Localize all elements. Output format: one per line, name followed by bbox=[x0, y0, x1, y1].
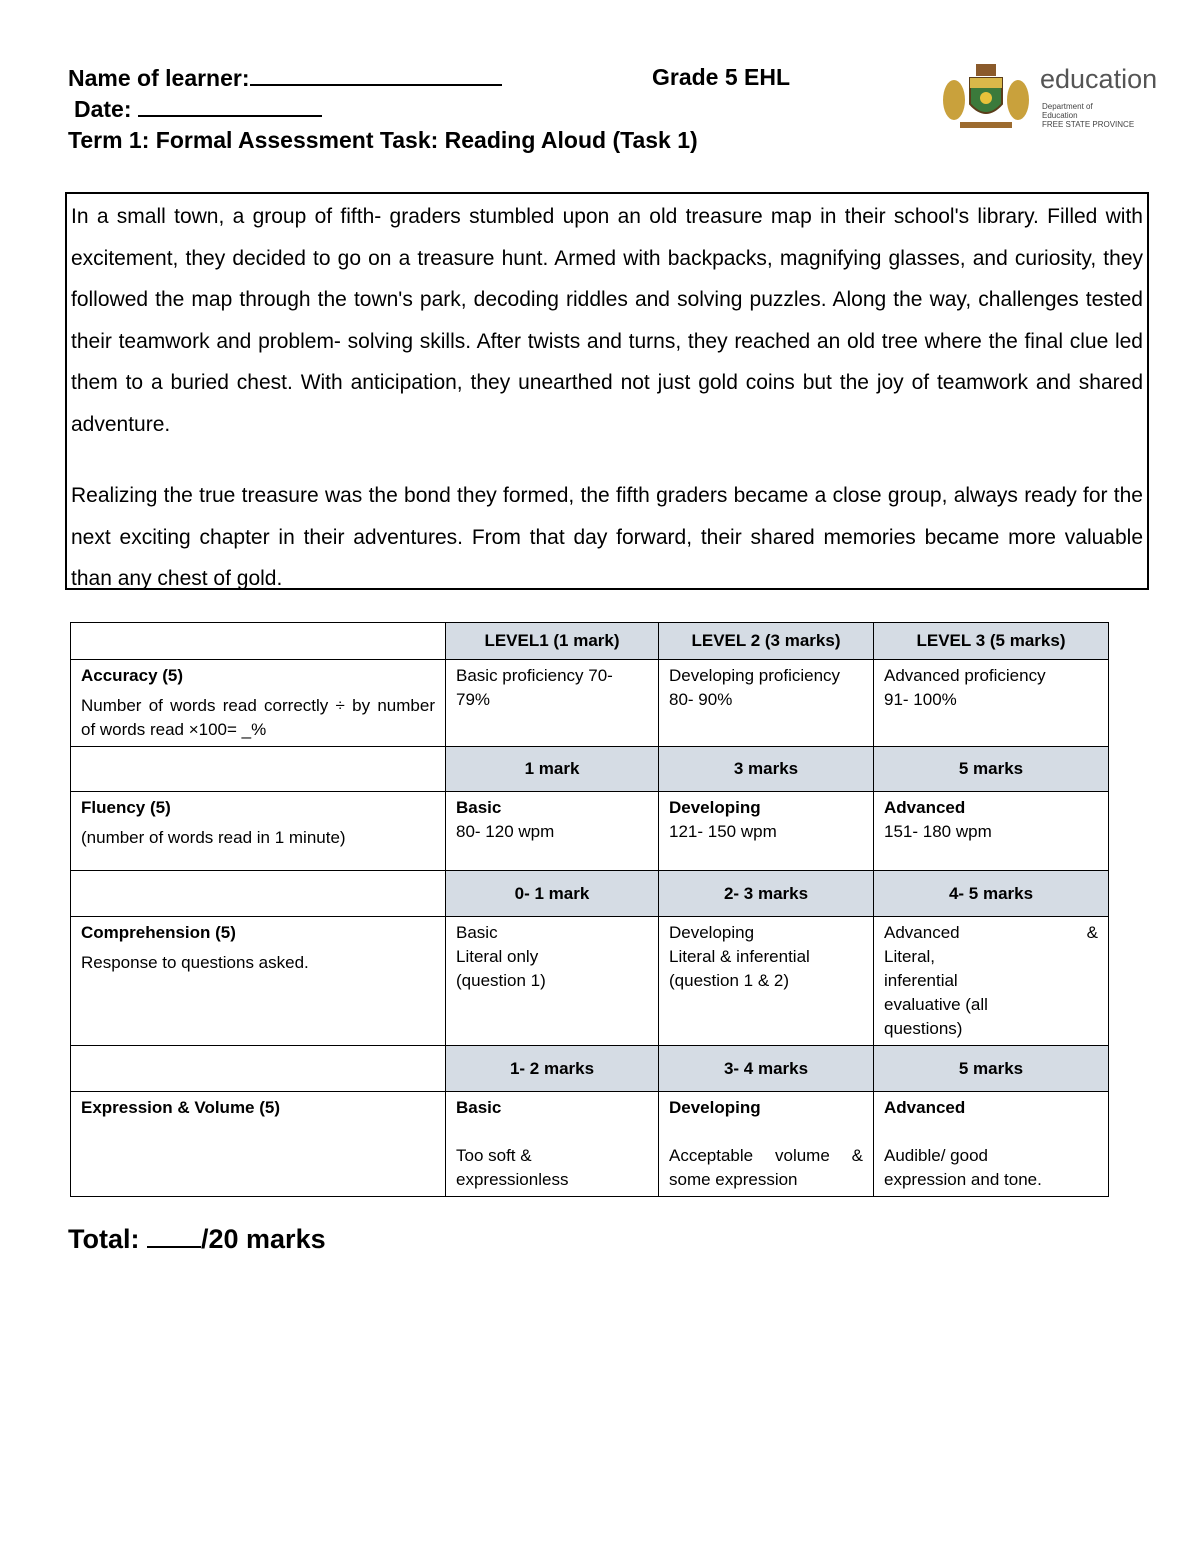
total-label: Total: bbox=[68, 1224, 140, 1254]
expression-level-3-line2: expression and tone. bbox=[884, 1170, 1042, 1189]
fluency-level-2-range: 121- 150 wpm bbox=[669, 822, 777, 841]
marks-row-2 bbox=[71, 871, 1109, 917]
fluency-level-3-title: Advanced bbox=[884, 798, 966, 817]
comprehension-level-1-title: Basic bbox=[456, 923, 498, 942]
fluency-level-3 bbox=[874, 792, 1109, 871]
comprehension-level-1 bbox=[446, 917, 659, 1046]
accuracy-criterion bbox=[71, 660, 446, 747]
marks-row-1 bbox=[71, 747, 1109, 792]
total-blank[interactable] bbox=[147, 1224, 201, 1248]
marks-row-1-level-3: 5 marks bbox=[874, 747, 1109, 792]
date-label: Date: bbox=[74, 96, 132, 122]
learner-name-blank[interactable] bbox=[250, 64, 502, 86]
marks-row-2-level-1: 0- 1 mark bbox=[446, 871, 659, 917]
fluency-level-1 bbox=[446, 792, 659, 871]
accuracy-level-2-range: 80- 90% bbox=[669, 690, 733, 709]
expression-row bbox=[71, 1092, 1109, 1197]
coat-of-arms-icon bbox=[940, 60, 1032, 132]
expression-level-1-line2: expressionless bbox=[456, 1170, 569, 1189]
expression-level-3 bbox=[874, 1092, 1109, 1197]
accuracy-level-3 bbox=[874, 660, 1109, 747]
comprehension-level-3-title-line bbox=[884, 921, 1098, 945]
marks-row-3 bbox=[71, 1046, 1109, 1092]
accuracy-row bbox=[71, 660, 1109, 747]
expression-level-1 bbox=[446, 1092, 659, 1197]
comprehension-level-1-type: Literal only bbox=[456, 947, 539, 966]
marks-row-2-level-2: 2- 3 marks bbox=[659, 871, 874, 917]
reading-passage bbox=[65, 192, 1149, 590]
total-suffix: /20 marks bbox=[201, 1224, 326, 1254]
marks-row-2-blank bbox=[71, 871, 446, 917]
expression-level-1-line1: Too soft & bbox=[456, 1146, 532, 1165]
date-blank[interactable] bbox=[138, 95, 322, 117]
comprehension-level-3-inferential: inferential bbox=[884, 971, 958, 990]
fluency-level-2 bbox=[659, 792, 874, 871]
passage-paragraph-1: In a small town, a group of fifth- graders stumbled upon an old treasure map in their school's library. Filled with excitement, they decided to go on a treasure hunt. Armed with backpacks, magnifying glasses, and curiosity, they followed the map through the town's park, decoding riddles and solving puzzles. Along the way, challenges tested their teamwork and problem- solving skills. After twists and turns, they reached an old tree where the final clue led them to a buried chest. With anticipation, they unearthed not just gold coins but the joy of teamwork and shared adventure. bbox=[71, 205, 1143, 436]
logo-sub-line2: Education bbox=[1042, 111, 1078, 120]
fluency-criterion bbox=[71, 792, 446, 871]
learner-name-row bbox=[68, 64, 502, 92]
expression-level-1-title: Basic bbox=[456, 1098, 502, 1117]
marks-row-3-level-1: 1- 2 marks bbox=[446, 1046, 659, 1092]
expression-level-2 bbox=[659, 1092, 874, 1197]
level-1-header: LEVEL1 (1 mark) bbox=[446, 623, 659, 660]
logo-subtitle bbox=[1042, 102, 1134, 129]
fluency-level-1-range: 80- 120 wpm bbox=[456, 822, 555, 841]
logo-sub-line1: Department of bbox=[1042, 102, 1093, 111]
accuracy-level-3-range: 91- 100% bbox=[884, 690, 957, 709]
accuracy-level-2 bbox=[659, 660, 874, 747]
comprehension-level-3-evaluative: evaluative (all bbox=[884, 995, 988, 1014]
expression-level-3-title: Advanced bbox=[884, 1098, 966, 1117]
logo-wordmark: education bbox=[1040, 64, 1158, 94]
comprehension-level-3-questions: questions) bbox=[884, 1019, 963, 1038]
expression-level-3-line1: Audible/ good bbox=[884, 1146, 988, 1165]
comprehension-level-3-amp: & bbox=[1086, 923, 1098, 942]
total-row bbox=[68, 1224, 326, 1255]
marks-row-1-level-2: 3 marks bbox=[659, 747, 874, 792]
accuracy-title: Accuracy (5) bbox=[81, 666, 184, 685]
comprehension-level-2-title: Developing bbox=[669, 923, 755, 942]
department-logo bbox=[940, 60, 1162, 132]
comprehension-description: Response to questions asked. bbox=[81, 953, 309, 972]
grade-label: Grade 5 EHL bbox=[652, 64, 791, 90]
comprehension-row bbox=[71, 917, 1109, 1046]
comprehension-criterion bbox=[71, 917, 446, 1046]
marks-row-1-level-1: 1 mark bbox=[446, 747, 659, 792]
comprehension-level-2-type: Literal & inferential bbox=[669, 947, 810, 966]
passage-paragraph-2: Realizing the true treasure was the bond they formed, the fifth graders became a close group, always ready for the next exciting chapter in their adventures. From that day forward, their shared memories became more valuable than any chest of gold. bbox=[71, 484, 1143, 590]
expression-criterion bbox=[71, 1092, 446, 1197]
marks-row-2-level-3: 4- 5 marks bbox=[874, 871, 1109, 917]
marks-row-1-blank bbox=[71, 747, 446, 792]
marks-row-3-blank bbox=[71, 1046, 446, 1092]
comprehension-level-3-literal: Literal, bbox=[884, 947, 936, 966]
comprehension-level-1-questions: (question 1) bbox=[456, 971, 546, 990]
fluency-title: Fluency (5) bbox=[81, 798, 171, 817]
marks-row-3-level-3: 5 marks bbox=[874, 1046, 1109, 1092]
marks-row-3-level-2: 3- 4 marks bbox=[659, 1046, 874, 1092]
learner-name-label: Name of learner: bbox=[68, 65, 250, 91]
accuracy-level-3-label: Advanced proficiency bbox=[884, 666, 1046, 685]
accuracy-description: Number of words read correctly ÷ by number of words read ×100= _% bbox=[81, 696, 435, 739]
accuracy-level-2-label: Developing proficiency bbox=[669, 666, 841, 685]
expression-level-2-title: Developing bbox=[669, 1098, 761, 1117]
expression-level-2-desc: Acceptable volume & some expression bbox=[669, 1146, 863, 1189]
comprehension-level-2-questions: (question 1 & 2) bbox=[669, 971, 790, 990]
fluency-level-3-range: 151- 180 wpm bbox=[884, 822, 992, 841]
fluency-level-1-title: Basic bbox=[456, 798, 502, 817]
fluency-level-2-title: Developing bbox=[669, 798, 761, 817]
comprehension-level-3-title: Advanced bbox=[884, 923, 960, 942]
comprehension-level-2 bbox=[659, 917, 874, 1046]
fluency-row bbox=[71, 792, 1109, 871]
date-row bbox=[74, 95, 322, 123]
term-title: Term 1: Formal Assessment Task: Reading Aloud (Task 1) bbox=[68, 127, 698, 153]
expression-title: Expression & Volume (5) bbox=[81, 1098, 281, 1117]
logo-sub-line3: FREE STATE PROVINCE bbox=[1042, 120, 1135, 129]
accuracy-level-1: Basic proficiency 70- 79% bbox=[446, 660, 659, 747]
level-2-header: LEVEL 2 (3 marks) bbox=[659, 623, 874, 660]
fluency-description: (number of words read in 1 minute) bbox=[81, 828, 346, 847]
rubric-level-header-row bbox=[71, 623, 1109, 660]
comprehension-title: Comprehension (5) bbox=[81, 923, 236, 942]
comprehension-level-3 bbox=[874, 917, 1109, 1046]
corner-cell bbox=[71, 623, 446, 660]
rubric-table bbox=[70, 622, 1109, 1197]
level-3-header: LEVEL 3 (5 marks) bbox=[874, 623, 1109, 660]
